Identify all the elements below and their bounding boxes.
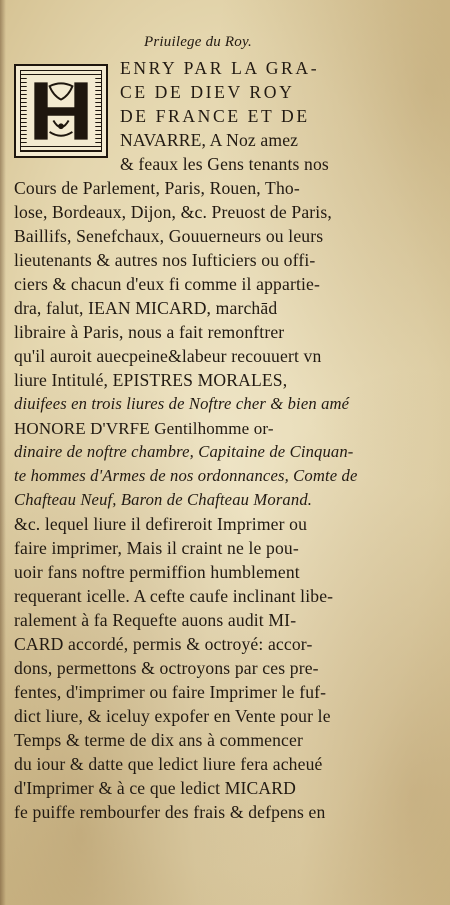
text-line: dinaire de noftre chambre, Capitaine de Cinquan- [14,442,354,461]
text-line: Temps & terme de dix ans à commencer [14,730,303,750]
page-edge [0,0,6,905]
text-line: HONORE D'VRFE Gentilhomme or- [14,419,274,438]
text-line: ralement à fa Requefte auons audit MI- [14,610,297,630]
text-line: DE FRANCE ET DE [120,106,310,126]
ornamental-initial-frame [20,70,102,152]
text-line: CE DE DIEV ROY [120,82,295,102]
text-line: Cours de Parlement, Paris, Rouen, Tho- [14,178,300,198]
text-line: fe puiffe rembourfer des frais & defpens en [14,802,326,822]
text-line: NAVARRE, A Noz amez [120,130,299,150]
text-line: te hommes d'Armes de nos ordonnances, Comte de [14,466,358,485]
text-line: uoir fans noftre permiffion humblement [14,562,300,582]
text-line: libraire à Paris, nous a fait remonftrer [14,322,285,342]
text-line: ciers & chacun d'eux fi comme il appartie- [14,274,320,294]
text-line: dra, falut, IEAN MICARD, marchād [14,298,278,318]
text-line: dict liure, & iceluy expofer en Vente pour le [14,706,331,726]
text-line: liure Intitulé, EPISTRES MORALES, [14,370,288,390]
text-line: faire imprimer, Mais il craint ne le pou- [14,538,299,558]
text-line: Baillifs, Senefchaux, Gouuerneurs ou leurs [14,226,324,246]
text-line: lieutenants & autres nos Iufticiers ou offi- [14,250,316,270]
ornamental-initial-icon [14,64,108,158]
text-line: CARD accordé, permis & octroyé: accor- [14,634,313,654]
text-line: diuifees en trois liures de Noftre cher & bien amé [14,394,350,413]
text-line: ENRY PAR LA GRA- [120,58,320,78]
text-line: & feaux les Gens tenants nos [120,154,329,174]
text-line: qu'il auroit auecpeine&labeur recouuert vn [14,346,322,366]
text-line: lose, Bordeaux, Dijon, &c. Preuost de Paris, [14,202,332,222]
text-line: du iour & datte que ledict liure fera acheué [14,754,323,774]
initial-h-icon [21,71,101,151]
text-line: &c. lequel liure il defireroit Imprimer ou [14,514,308,534]
text-line: requerant icelle. A cefte caufe inclinant libe- [14,586,334,606]
text-line: d'Imprimer & à ce que ledict MICARD [14,778,297,798]
text-line: Chafteau Neuf, Baron de Chafteau Morand. [14,490,313,509]
text-line: dons, permettons & octroyons par ces pre- [14,658,319,678]
running-head: Priuilege du Roy. [144,34,252,50]
text-line: fentes, d'imprimer ou faire Imprimer le fuf- [14,682,327,702]
